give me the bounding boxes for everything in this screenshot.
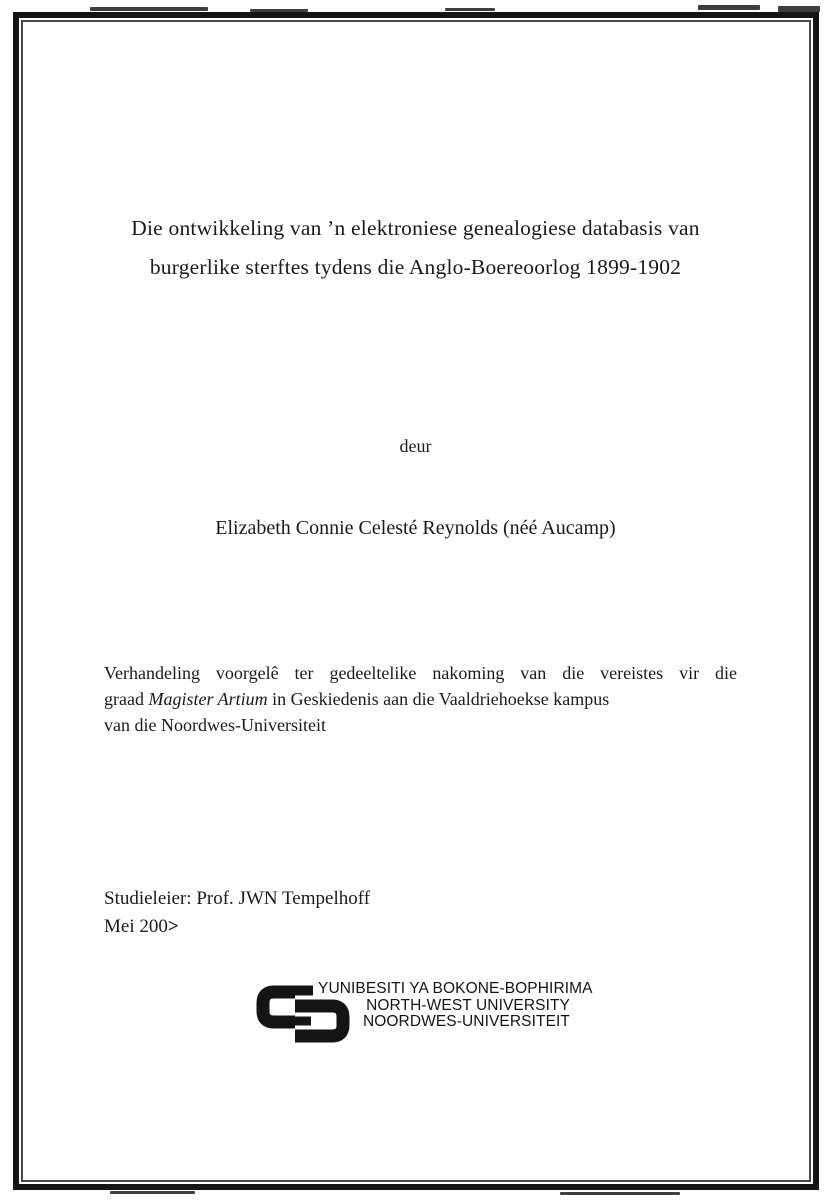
scan-artifact [778,6,820,12]
logo-line-afrikaans: NOORDWES-UNIVERSITEIT [362,1013,570,1030]
submission-statement [104,660,737,738]
university-logo-wordmark [318,980,593,1031]
submission-line2-prefix: graad [104,689,149,709]
byline-label: deur [399,436,432,456]
submission-line2-suffix: in Geskiedenis aan die Vaaldriehoekse kampus [267,689,610,709]
date-last-digit: > [167,916,179,937]
supervisor-line: Studieleier: Prof. JWN Tempelhoff [104,888,371,909]
submission-line3: van die Noordwes-Universiteit [104,715,326,735]
date-line [104,913,370,941]
date-text: Mei 200 [104,916,168,937]
scan-artifact [560,1192,680,1195]
thesis-title [60,209,771,287]
thesis-title-line2: burgerlike sterftes tydens die Anglo-Boereoorlog 1899-1902 [149,255,682,279]
scan-artifact [445,8,495,11]
author-name: Elizabeth Connie Celesté Reynolds (néé Aucamp) [215,517,616,539]
scan-artifact [90,7,208,11]
scan-artifact [250,9,308,12]
degree-name: Magister Artium [148,689,268,709]
scan-artifact [110,1191,195,1194]
thesis-title-line1: Die ontwikkeling van ’n elektroniese genealogiese databasis van [131,216,700,240]
submission-line2 [104,686,737,712]
logo-line-english: NORTH-WEST UNIVERSITY [366,996,570,1014]
supervisor-block [104,885,370,941]
logo-line-setswana: YUNIBESITI YA BOKONE-BOPHIRIMA [318,980,593,997]
submission-line1: Verhandeling voorgelê ter gedeeltelike nakoming van die vereistes vir die [104,663,737,683]
scan-artifact [698,5,760,10]
